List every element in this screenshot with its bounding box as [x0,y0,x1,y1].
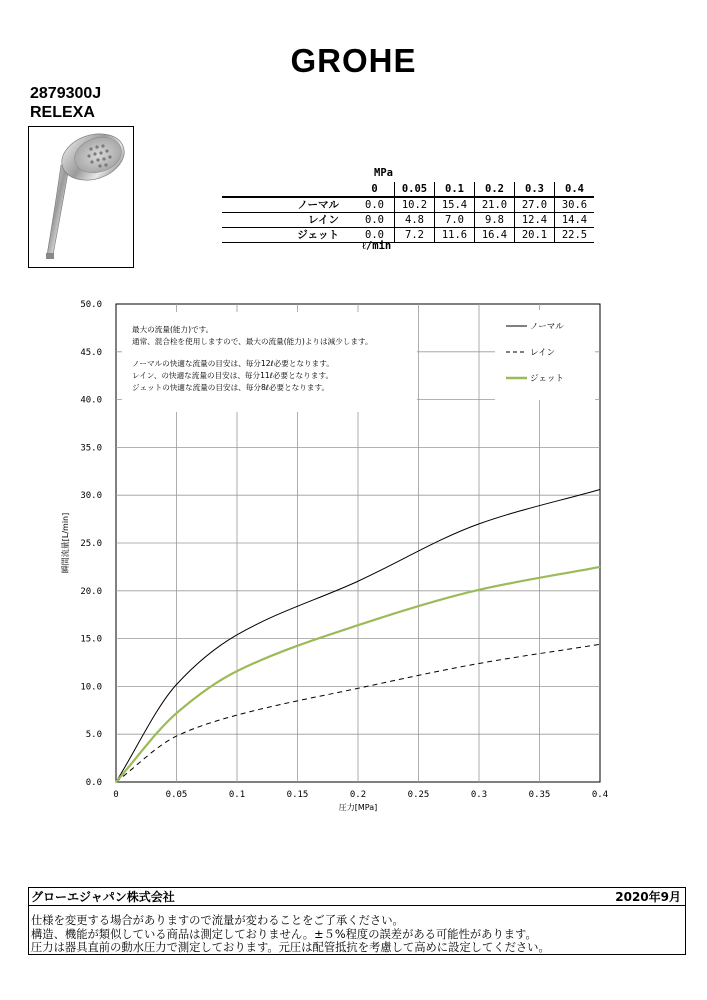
y-tick-label: 15.0 [80,634,102,645]
footer-divider [29,905,685,906]
table-cell: 4.8 [395,213,435,228]
table-cell: 14.4 [555,213,595,228]
pressure-unit: MPa [374,167,393,179]
product-code: 2879300J [30,85,102,102]
row-label-normal: ノーマル [222,197,355,213]
legend-label: ジェット [530,374,564,384]
table-cell: 30.6 [555,197,595,213]
footer [28,887,686,955]
x-tick-label: 0.2 [349,790,367,800]
x-tick-label: 0.4 [591,790,609,800]
table-header-row [222,182,594,197]
footer-note: 構造、機能が類似している商品は測定しておりません。±５%程度の誤差がある可能性があります。 [31,928,537,941]
product-name: RELEXA [30,104,95,121]
document-date: 2020年9月 [615,890,681,904]
table-cell: 15.4 [435,197,475,213]
table-cell: 21.0 [475,197,515,213]
row-label-jet: ジェット [222,228,355,243]
x-tick-label: 0.35 [528,790,551,800]
footer-note: 圧力は器具直前の動水圧力で測定しております。元圧は配管抵抗を考慮して高めに設定してください。 [31,941,550,954]
table-cell: 16.4 [475,228,515,243]
row-label-rain: レイン [222,213,355,228]
x-tick-label: 0.3 [470,790,488,800]
x-axis-label: 圧力[MPa] [338,803,378,812]
y-tick-label: 40.0 [80,395,102,406]
flow-unit: ℓ/min [362,240,392,252]
table-cell: 0.0 [355,197,395,213]
annotation-text: ジェットの快適な流量の目安は、毎分8ℓ必要となります。 [132,383,330,392]
pressure-header: 0 [355,182,395,197]
product-image [28,126,134,268]
pressure-header: 0.05 [395,182,435,197]
x-tick-label: 0.05 [165,790,188,800]
flow-chart [0,290,707,830]
y-tick-label: 50.0 [80,300,102,310]
annotation-text: 通常、混合栓を使用しますので、最大の流量(能力)よりは減少します。 [132,337,373,346]
annotation-text: ノーマルの快適な流量の目安は、毎分12ℓ必要となります。 [132,359,334,368]
footer-note: 仕様を変更する場合がありますので流量が変わることをご了承ください。 [31,914,404,927]
table-cell: 22.5 [555,228,595,243]
table-cell: 12.4 [515,213,555,228]
table-cell: 10.2 [395,197,435,213]
table-cell: 20.1 [515,228,555,243]
table-cell: 0.0 [355,213,395,228]
annotation-text: 最大の流量(能力)です。 [132,325,214,334]
annotation-text: レイン、の快適な流量の目安は、毎分11ℓ必要となります。 [132,371,334,380]
x-tick-label: 0.25 [407,790,430,800]
legend-label: ノーマル [530,322,564,332]
pressure-header: 0.4 [555,182,595,197]
pressure-header: 0.2 [475,182,515,197]
y-tick-label: 45.0 [80,347,102,358]
legend-label: レイン [530,348,556,358]
table-row [222,228,594,243]
table-cell: 7.0 [435,213,475,228]
hand-shower-icon [29,127,133,267]
x-tick-label: 0.15 [286,790,309,800]
x-tick-label: 0.1 [228,790,246,800]
pressure-header: 0.1 [435,182,475,197]
x-tick-label: 0 [113,790,119,800]
table-cell: 11.6 [435,228,475,243]
y-tick-label: 10.0 [80,682,102,693]
table-row [222,197,594,213]
brand-logo: GROHE [290,42,417,79]
pressure-header: 0.3 [515,182,555,197]
y-tick-label: 25.0 [80,539,102,549]
flow-table [222,182,594,243]
y-tick-label: 5.0 [85,730,102,741]
y-tick-label: 30.0 [80,491,102,502]
y-tick-label: 35.0 [80,443,102,454]
y-axis-label: 瞬間流量[L/min] [61,512,70,574]
table-cell: 7.2 [395,228,435,243]
table-cell: 0.0 [355,228,395,243]
table-cell: 9.8 [475,213,515,228]
y-tick-label: 0.0 [85,778,102,788]
table-cell: 27.0 [515,197,555,213]
table-row [222,213,594,228]
y-tick-label: 20.0 [80,586,102,597]
company-name: グローエジャパン株式会社 [31,890,175,904]
